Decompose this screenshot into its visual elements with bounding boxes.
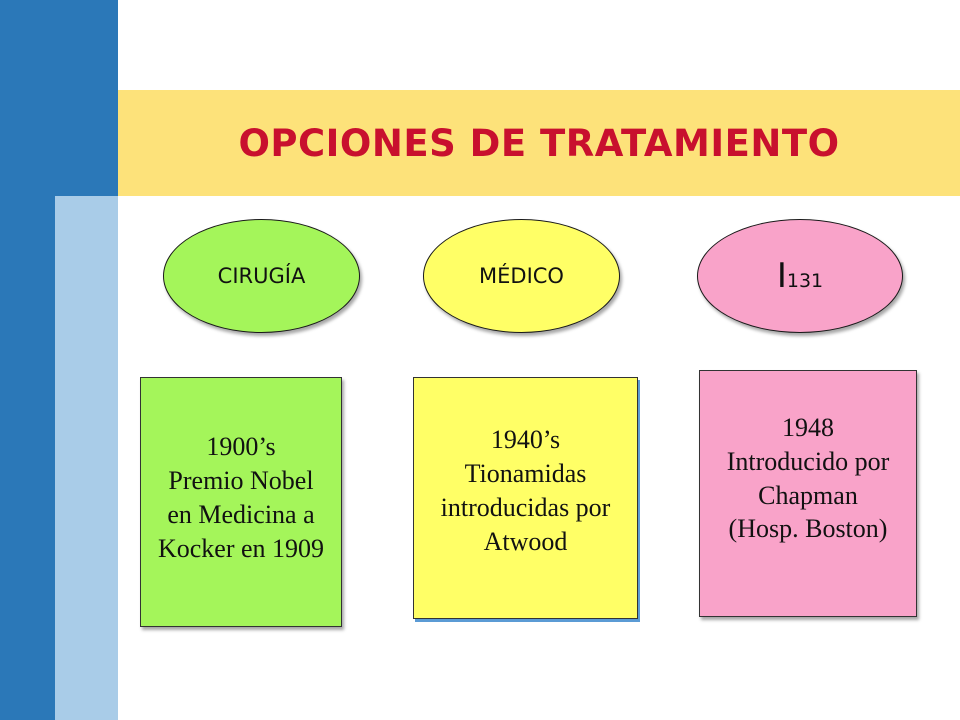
oval-label-medico: MÉDICO [479, 264, 564, 288]
box-line: en Medicina a [167, 500, 315, 529]
box-line: Tionamidas [464, 459, 587, 489]
box-line: (Hosp. Boston) [728, 514, 888, 544]
box-text-medico [441, 423, 611, 558]
option-box-i131 [699, 370, 917, 617]
slide-title: OPCIONES DE TRATAMIENTO [238, 121, 840, 165]
box-text-i131 [727, 411, 889, 546]
sidebar-light-stripe [55, 196, 118, 720]
box-line: 1940’s [490, 425, 561, 455]
box-line: Kocker en 1909 [157, 533, 325, 563]
option-box-medico [413, 377, 638, 619]
oval-label-i131-sub: 131 [786, 270, 824, 292]
option-oval-medico [423, 219, 620, 333]
box-line: Atwood [483, 526, 568, 556]
box-line: 1948 [782, 412, 834, 442]
oval-label-i131-main: I [776, 256, 787, 296]
box-line: 1900’s [206, 432, 276, 462]
oval-label-cirugia: CIRUGÍA [217, 264, 306, 288]
box-line: Premio Nobel [168, 466, 314, 496]
option-oval-cirugia [163, 219, 360, 333]
oval-label-i131 [777, 256, 823, 296]
box-text-cirugia [158, 430, 324, 565]
option-oval-i131 [697, 219, 903, 333]
box-line: introducidas por [440, 493, 611, 522]
box-line: Introducido por [726, 446, 890, 476]
option-box-cirugia [140, 377, 342, 627]
box-line: Chapman [758, 480, 858, 510]
